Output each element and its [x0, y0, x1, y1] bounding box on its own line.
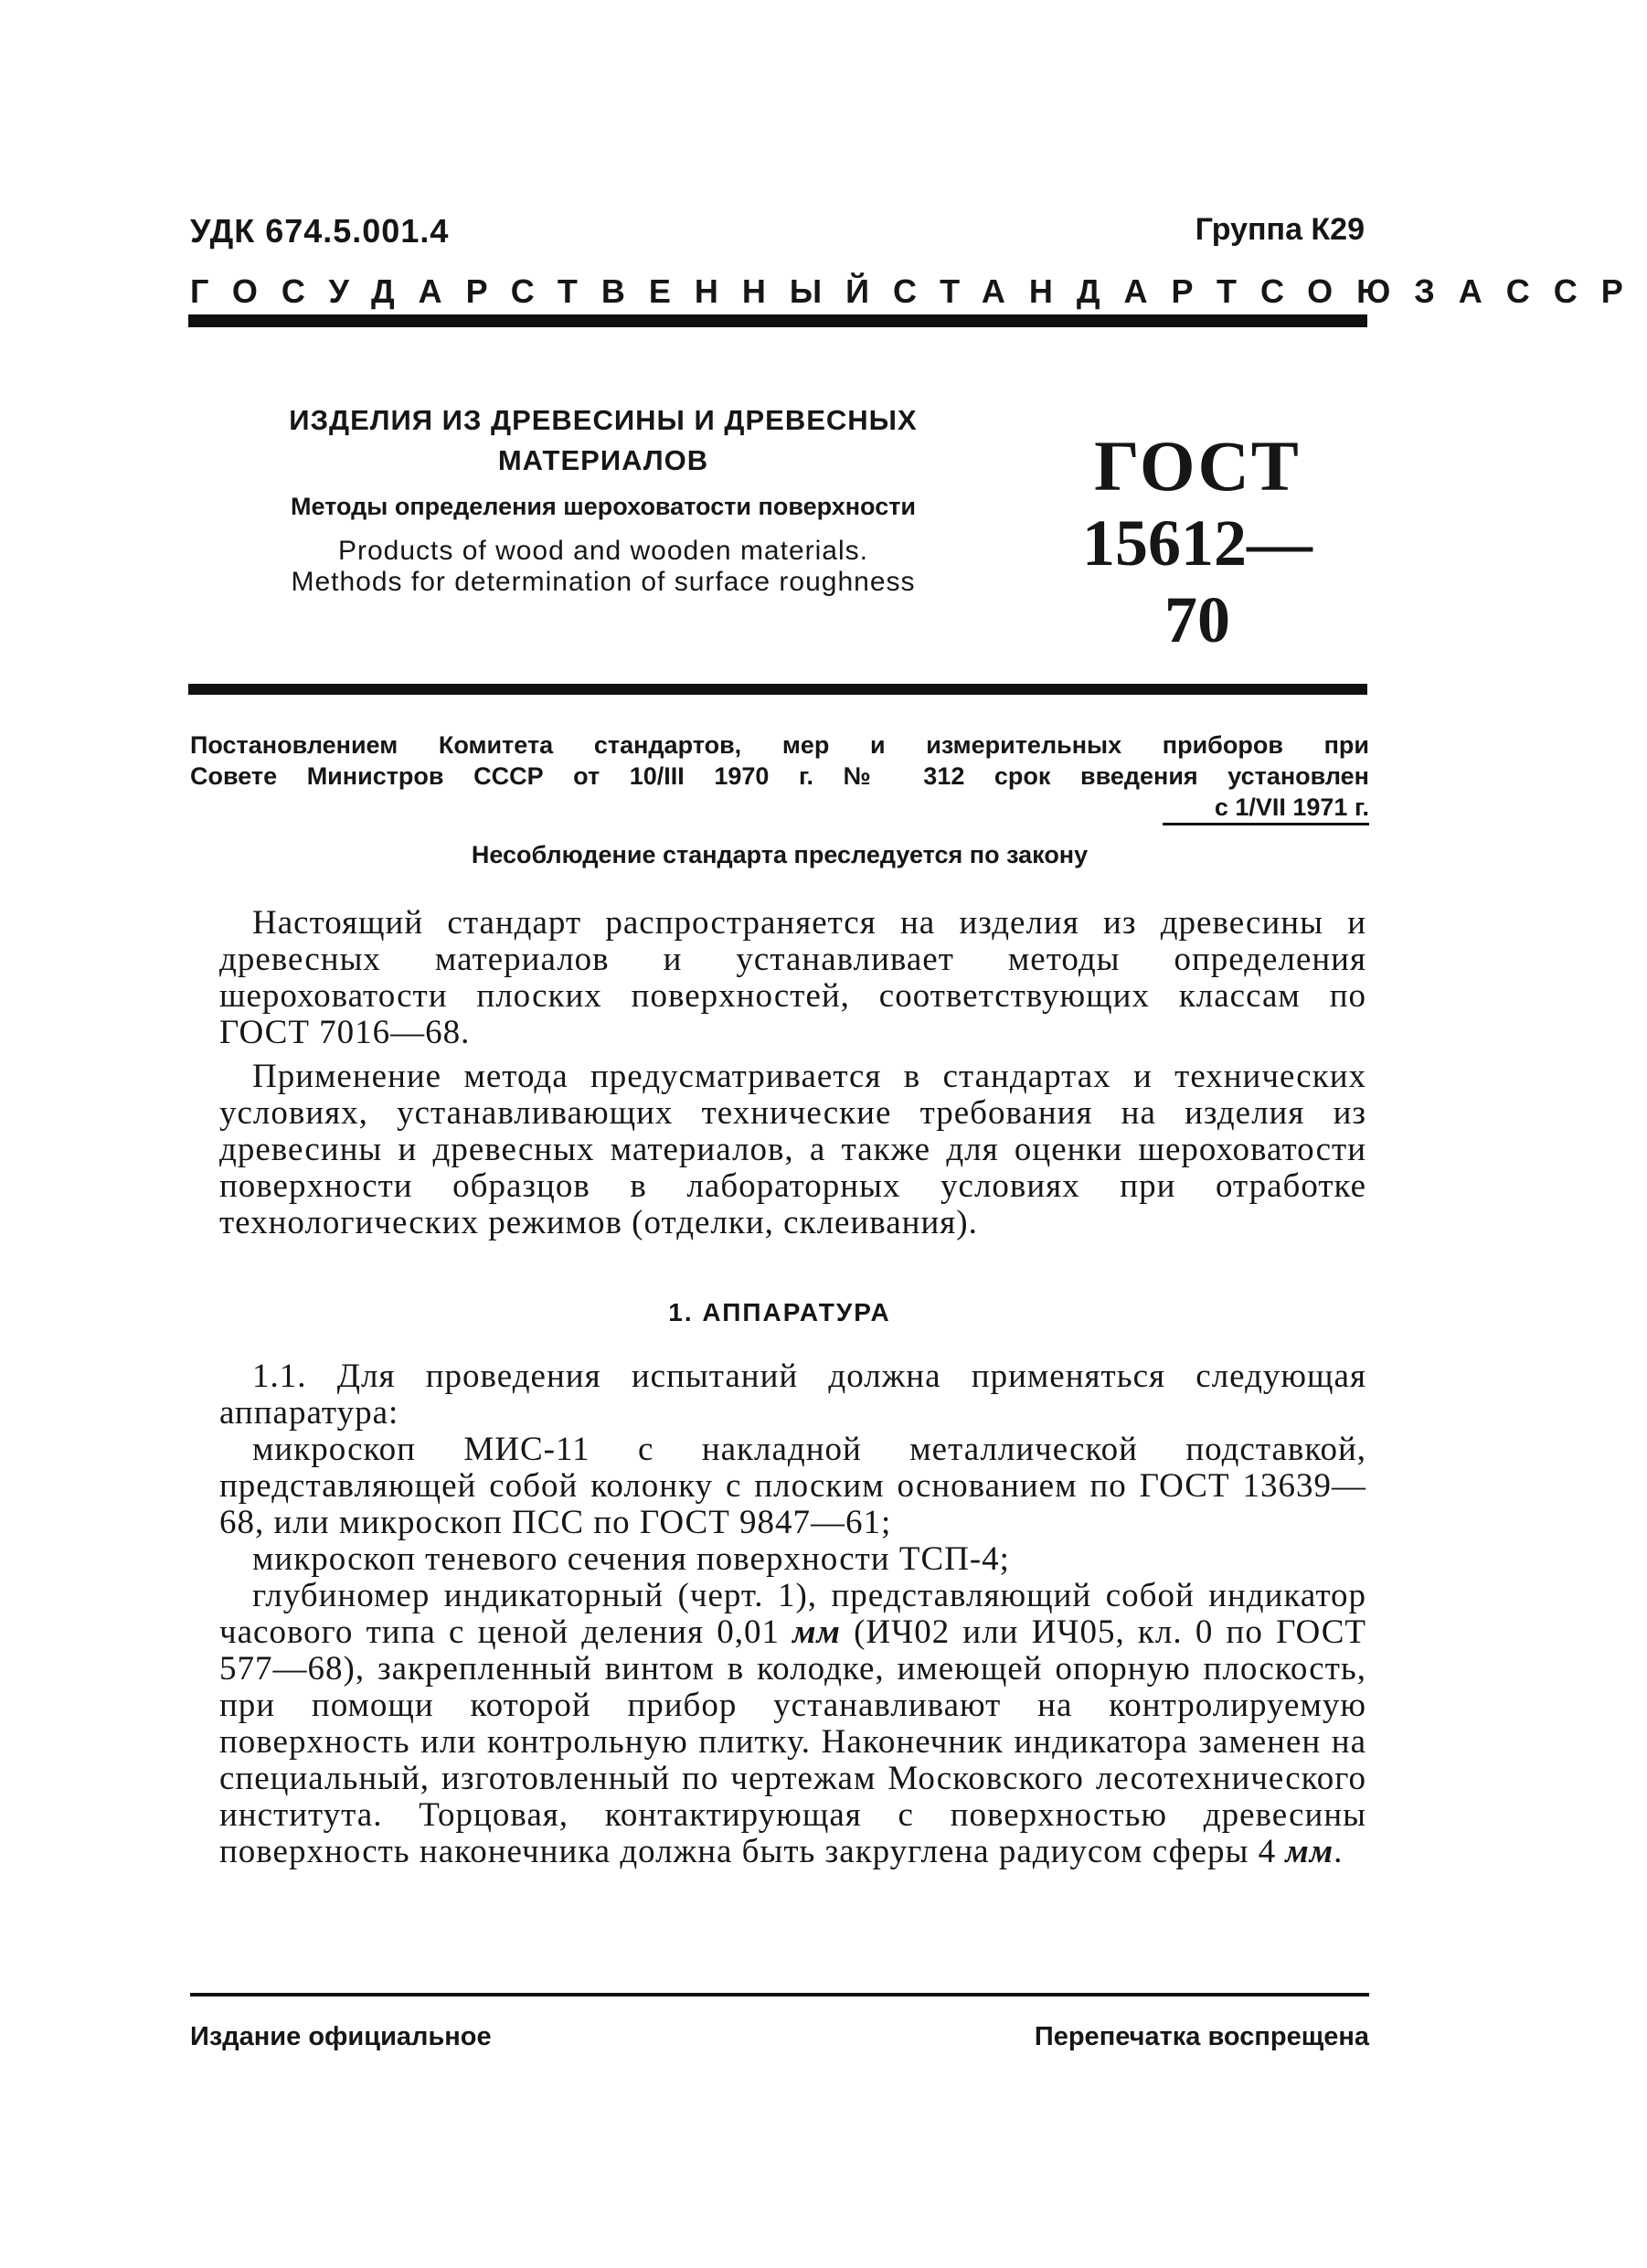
- decree-text: [190, 729, 1369, 792]
- text-run: глубиномер индикаторный (черт. 1), представляющий собой индикатор часового типа с ценой деления 0,01: [219, 1577, 1366, 1651]
- clause-1-1: 1.1. Для проведения испытаний должна применяться следующая аппаратура:: [219, 1358, 1366, 1432]
- section-heading: 1. АППАРАТУРА: [668, 1298, 891, 1326]
- title-ru-line2: МАТЕРИАЛОВ: [497, 444, 709, 476]
- text-run: .: [1334, 1833, 1344, 1870]
- apparatus-item: микроскоп МИС-11 с накладной металлической подставкой, представляющей собой колонку с плоским основанием по ГОСТ 13639—68, или микроскоп ПСС по ГОСТ 9847—61;: [219, 1431, 1366, 1541]
- apparatus-item: микроскоп теневого сечения поверхности ТСП-4;: [252, 1540, 1010, 1578]
- title-en-line1: Products of wood and wooden materials.: [338, 536, 868, 566]
- legal-warning: Несоблюдение стандарта преследуется по закону: [471, 841, 1089, 868]
- decree-line1: Постановлением Комитета стандартов, мер и измерительных приборов при: [190, 731, 1369, 759]
- intro-paragraph: Настоящий стандарт распространяется на изделия из древесины и древесных материалов и устанавливает методы определения шероховатости плоских поверхностей, соответствующих классам по ГОСТ 7016—68.: [219, 904, 1366, 1051]
- header-rule: [188, 314, 1367, 327]
- gost-label: ГОСТ: [1094, 426, 1301, 506]
- banner-word: СТАНДАРТ: [893, 272, 1261, 310]
- state-standard-banner: [190, 272, 1647, 311]
- unit-mm: мм: [792, 1613, 841, 1651]
- banner-word: ССР: [1505, 272, 1647, 310]
- text-run: (ИЧ02 или ИЧ05, кл. 0 по ГОСТ 577—68), закрепленный винтом в колодке, имеющей опорную плоскость, при помощи которой прибор устанавливают на контролируемую поверхность или контрольную плитку. Наконечник индикатора заменен на специальный, изготовленный по чертежам Московского лесотехнического института. Торцовая, контактирующая с поверхностью древесины поверхность наконечника должна быть закруглена радиусом сферы 4: [219, 1613, 1366, 1870]
- title-en-line2: Methods for determination of surface roughness: [291, 567, 916, 597]
- footer-edition: Издание официальное: [190, 2022, 492, 2051]
- section1-text: [219, 1358, 1366, 1870]
- title-ru-subtitle: Методы определения шероховатости поверхности: [290, 493, 917, 520]
- banner-word: СОЮЗА: [1260, 272, 1506, 310]
- gost-number: 15612—70: [1082, 506, 1312, 656]
- title-block: [228, 400, 978, 598]
- group-code: Группа К29: [1195, 212, 1365, 247]
- footer-rule: [190, 1993, 1369, 1996]
- footer-reprint: Перепечатка воспрещена: [1034, 2022, 1369, 2051]
- decree-date: с 1/VII 1971 г.: [1214, 793, 1369, 821]
- title-ru-line1: ИЗДЕЛИЯ ИЗ ДРЕВЕСИНЫ И ДРЕВЕСНЫХ: [289, 404, 918, 436]
- udk-code: УДК 674.5.001.4: [190, 212, 450, 250]
- gost-designation: [1060, 428, 1334, 658]
- apparatus-item-depth-gauge: [219, 1578, 1366, 1870]
- intro-paragraph: Применение метода предусматривается в стандартах и технических условиях, устанавливающих технические требования на изделия из древесины и древесных материалов, а также для оценки шероховатости поверхности образцов в лабораторных условиях при отработке технологических режимов (отделки, склеивания).: [219, 1058, 1366, 1241]
- banner-word: ГОСУДАРСТВЕННЫЙ: [190, 272, 894, 310]
- date-underline: [1163, 823, 1369, 825]
- intro-text: [219, 905, 1366, 1241]
- decree-line2: Совете Министров СССР от 10/III 1970 г. № 312 срок введения установлен: [190, 762, 1369, 790]
- unit-mm: мм: [1285, 1833, 1334, 1870]
- title-rule: [188, 684, 1367, 695]
